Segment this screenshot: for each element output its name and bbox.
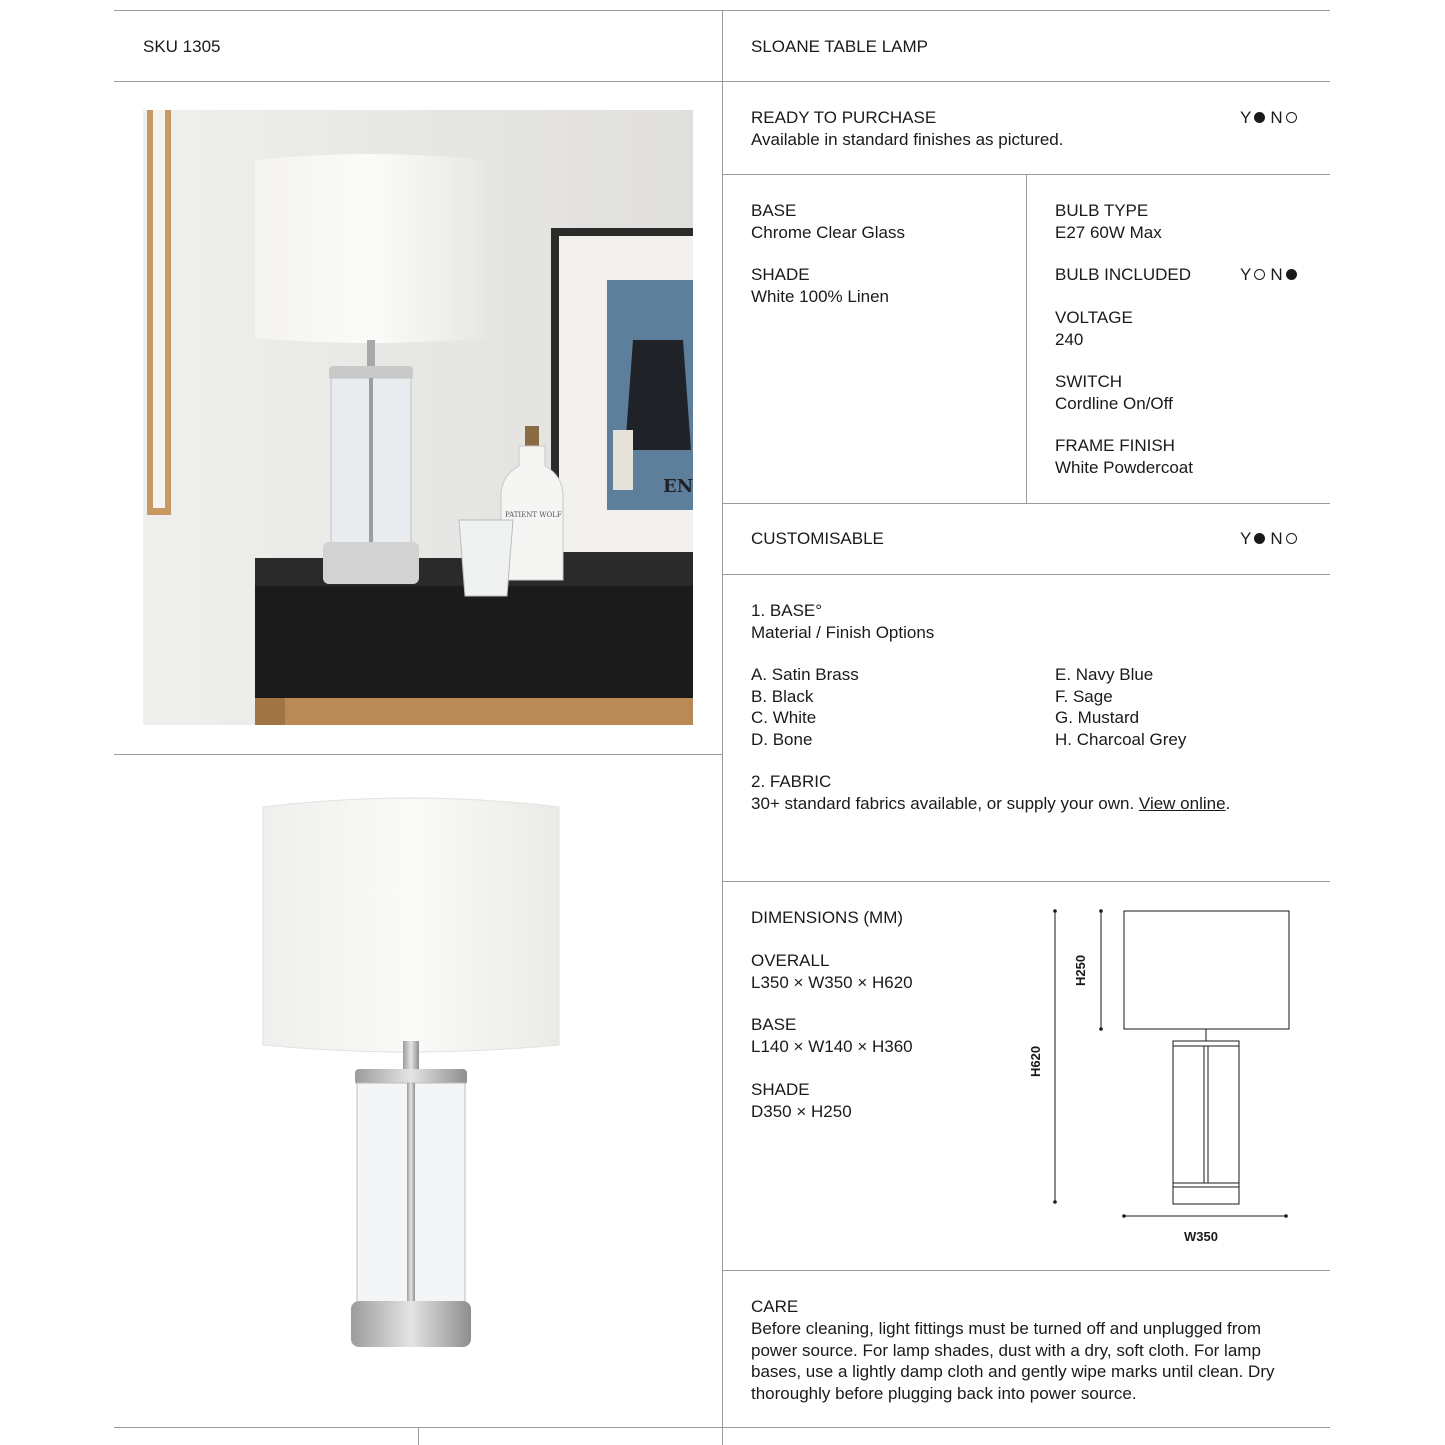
product-photo	[143, 783, 693, 1398]
option-base	[751, 600, 934, 643]
spec-shade-label: SHADE	[751, 265, 810, 284]
spec-bulb-type-label: BULB TYPE	[1055, 201, 1149, 220]
dim-base	[751, 1014, 913, 1057]
customisable-label: CUSTOMISABLE	[751, 529, 884, 548]
ready-to-purchase-section	[751, 107, 1063, 150]
yes-label: Y	[1240, 529, 1252, 548]
lifestyle-illustration	[143, 110, 693, 725]
base-option-item: D. Bone	[751, 729, 813, 749]
bottle-label: PATIENT WOLF	[505, 511, 562, 519]
dimension-diagram	[1020, 900, 1320, 1250]
dimension-endpoint	[1099, 909, 1103, 913]
bottom-tick	[418, 1427, 419, 1445]
dim-base-value: L140 × W140 × H360	[751, 1036, 913, 1056]
spec-voltage-label: VOLTAGE	[1055, 308, 1133, 327]
spec-base-label: BASE	[751, 201, 797, 220]
ready-to-purchase-note: Available in standard finishes as pictured.	[751, 129, 1064, 149]
dimension-endpoint	[1284, 1214, 1288, 1218]
dim-shade-value: D350 × H250	[751, 1101, 852, 1121]
spec-bulb-type	[1055, 200, 1162, 243]
yes-radio-filled-icon	[1254, 112, 1265, 123]
lifestyle-photo	[143, 110, 693, 725]
left-mid-rule	[114, 754, 722, 755]
dim-overall-label: OVERALL	[751, 951, 830, 970]
care-text: Before cleaning, light fittings must be turned off and unplugged from power source. For lamp shades, dust with a dry, soft cloth. For lamp bases, use a lightly damp cloth and gently wipe marks until clean. Dry thoroughly before plugging back into power source.	[751, 1319, 1275, 1403]
no-radio-empty-icon	[1286, 112, 1297, 123]
spec-base	[751, 200, 905, 243]
yes-radio-empty-icon	[1254, 269, 1265, 280]
option-fabric	[751, 771, 1230, 814]
base-option-item: E. Navy Blue	[1055, 665, 1154, 684]
option-fabric-heading: 2. FABRIC	[751, 772, 832, 791]
spec-bulb-included-label: BULB INCLUDED	[1055, 265, 1192, 284]
dim-overall-value: L350 × W350 × H620	[751, 972, 913, 992]
base-option-item: G. Mustard	[1055, 708, 1140, 727]
rule-after-dimensions	[722, 1270, 1330, 1271]
dim-shade-label: SHADE	[751, 1080, 810, 1099]
no-label: N	[1270, 529, 1283, 548]
customisable-yn	[1240, 528, 1299, 549]
yes-label: Y	[1240, 265, 1252, 284]
center-divider	[722, 10, 723, 1445]
spec-shade-value: White 100% Linen	[751, 286, 889, 306]
bottom-rule	[114, 1427, 1330, 1428]
no-label: N	[1270, 265, 1283, 284]
care-label: CARE	[751, 1297, 799, 1316]
view-online-link[interactable]: View online	[1138, 793, 1226, 813]
specs-divider	[1026, 174, 1027, 503]
ready-to-purchase-yn	[1240, 107, 1299, 128]
rule-after-options	[722, 881, 1330, 882]
product-title: SLOANE TABLE LAMP	[751, 37, 928, 56]
dimensions-heading: DIMENSIONS (MM)	[751, 908, 904, 927]
diagram-h250-label: H250	[1073, 954, 1088, 986]
spec-voltage-value: 240	[1055, 329, 1084, 349]
no-label: N	[1270, 108, 1283, 127]
spec-voltage	[1055, 307, 1133, 350]
base-option-item: H. Charcoal Grey	[1055, 729, 1187, 749]
option-fabric-line	[751, 793, 1230, 815]
dim-base-label: BASE	[751, 1015, 797, 1034]
base-option-item: F. Sage	[1055, 686, 1113, 706]
base-option-item: C. White	[751, 708, 817, 727]
option-base-heading: 1. BASE°	[751, 601, 823, 620]
ready-to-purchase-label: READY TO PURCHASE	[751, 108, 937, 127]
spec-frame-finish-label: FRAME FINISH	[1055, 436, 1175, 455]
base-options-right	[1055, 664, 1186, 750]
no-radio-empty-icon	[1286, 533, 1297, 544]
yes-label: Y	[1240, 108, 1252, 127]
spec-bulb-type-value: E27 60W Max	[1055, 222, 1162, 242]
spec-switch-label: SWITCH	[1055, 372, 1123, 391]
bulb-included-yn	[1240, 264, 1299, 285]
base-option-item: B. Black	[751, 686, 814, 706]
option-base-sub: Material / Finish Options	[751, 622, 935, 642]
dimension-endpoint	[1053, 1200, 1057, 1204]
spec-switch-value: Cordline On/Off	[1055, 393, 1173, 413]
yes-radio-filled-icon	[1254, 533, 1265, 544]
base-options-left	[751, 664, 859, 750]
fabric-text: 30+ standard fabrics available, or supply your own.	[751, 793, 1139, 813]
rule-after-customisable	[722, 574, 1330, 575]
dimension-endpoint	[1053, 909, 1057, 913]
product-illustration	[143, 783, 693, 1398]
svg-text:EN: EN	[663, 476, 693, 497]
dim-shade	[751, 1079, 852, 1122]
spec-base-value: Chrome Clear Glass	[751, 222, 905, 242]
no-radio-filled-icon	[1286, 269, 1297, 280]
spec-shade	[751, 264, 889, 307]
base-option-item: A. Satin Brass	[751, 665, 859, 684]
spec-frame-finish-value: White Powdercoat	[1055, 457, 1193, 477]
fabric-end: .	[1225, 793, 1231, 813]
spec-frame-finish	[1055, 435, 1193, 478]
dimension-endpoint	[1099, 1027, 1103, 1031]
rule-after-specs	[722, 503, 1330, 504]
diagram-h620-label: H620	[1028, 1045, 1043, 1077]
sku-label: SKU 1305	[143, 37, 221, 56]
diagram-w350-label: W350	[1184, 1229, 1218, 1244]
diagram-shade	[1124, 911, 1289, 1029]
spec-switch	[1055, 371, 1173, 414]
diagram-base	[1173, 1041, 1239, 1204]
dim-overall	[751, 950, 913, 993]
dimension-endpoint	[1122, 1214, 1126, 1218]
